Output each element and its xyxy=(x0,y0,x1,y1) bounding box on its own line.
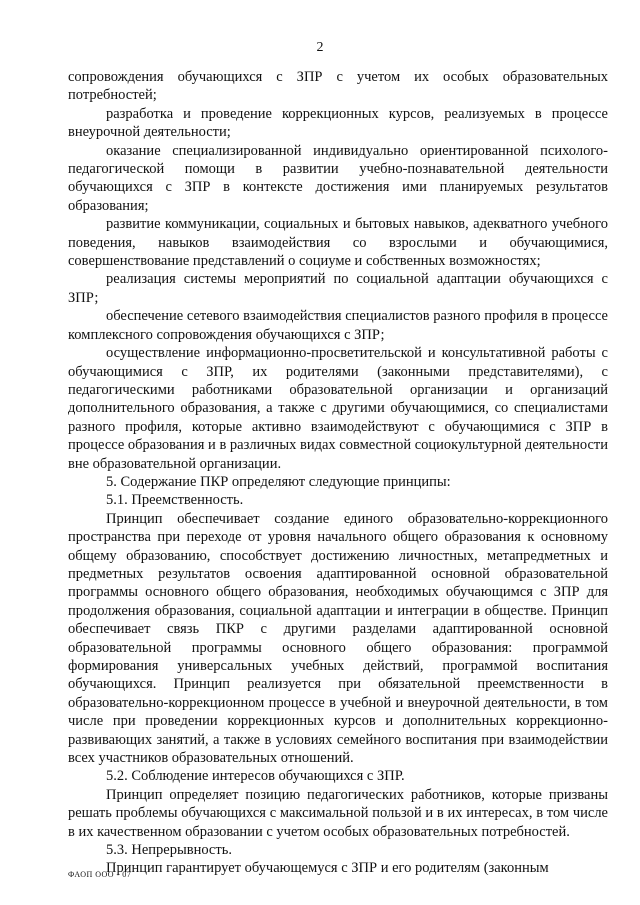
section-heading: 5. Содержание ПКР определяют следующие принципы: xyxy=(106,473,451,490)
paragraph: Принцип обеспечивает создание единого образовательно-коррекционного пространства при переходе от уровня начального общего образования к основному общему образованию, способствует достижению личностных, метапредметных и предметных результатов освоения адаптированной основной образовательной программы основного общего образования, необходимых обучающимся с ЗПР для продолжения образования, социальной адаптации и интеграции в обществе. Принцип обеспечивает связь ПКР с другими разделами адаптированной основной образовательной программы основного общего образования: программой формирования универсальных учебных действий, программой воспитания обучающихся. Принцип реализуется при обязательной преемственности в образовательно-коррекционном процессе в учебной и внеурочной деятельности, в том числе при проведении коррекционных курсов и дополнительных коррекционно-развивающих занятий, а также в условиях семейного воспитания при взаимодействии всех участников образовательных отношений. xyxy=(68,510,608,767)
page-number: 2 xyxy=(316,40,324,55)
footer-code: ФАОП ООО - 07 xyxy=(68,870,132,879)
paragraph: обеспечение сетевого взаимодействия специалистов разного профиля в процессе комплексного сопровождения обучающихся с ЗПР; xyxy=(68,308,608,343)
paragraph: Принцип гарантирует обучающемуся с ЗПР и его родителям (законным xyxy=(106,860,549,877)
subsection-heading: 5.1. Преемственность. xyxy=(106,492,244,509)
paragraph: оказание специализированной индивидуально ориентированной психолого-педагогической помощи в развитии учебно-познавательной деятельности обучающихся с ЗПР в контексте достижения ими планируемых результатов образования; xyxy=(68,142,608,214)
subsection-heading: 5.3. Непрерывность. xyxy=(106,842,232,859)
paragraph: сопровождения обучающихся с ЗПР с учетом их особых образовательных потребностей; xyxy=(68,69,608,104)
paragraph: осуществление информационно-просветительской и консультативной работы с обучающимися с ЗПР, их родителями (законными представителями), с педагогическими работниками образовательной организации и организаций дополнительного образования, а также с другими обучающимися, со специалистами разного профиля, которые активно взаимодействуют с обучающимися с ЗПР в процессе образования и в различных видах совместной социокультурной деятельности вне образовательной организации. xyxy=(68,345,608,472)
paragraph: реализация системы мероприятий по социальной адаптации обучающихся с ЗПР; xyxy=(68,271,608,306)
subsection-heading: 5.2. Соблюдение интересов обучающихся с ЗПР. xyxy=(106,768,405,785)
paragraph: Принцип определяет позицию педагогических работников, которые призваны решать проблемы обучающихся с максимальной пользой и в их интересах, в том числе в их качественном образовании с учетом особых образовательных потребностей. xyxy=(68,786,608,840)
body-text xyxy=(68,68,608,878)
paragraph: развитие коммуникации, социальных и бытовых навыков, адекватного учебного поведения, навыков взаимодействия со взрослыми и обучающимися, совершенствование представлений о социуме и собственных возможностях; xyxy=(68,216,608,270)
paragraph: разработка и проведение коррекционных курсов, реализуемых в процессе внеурочной деятельности; xyxy=(68,105,608,141)
